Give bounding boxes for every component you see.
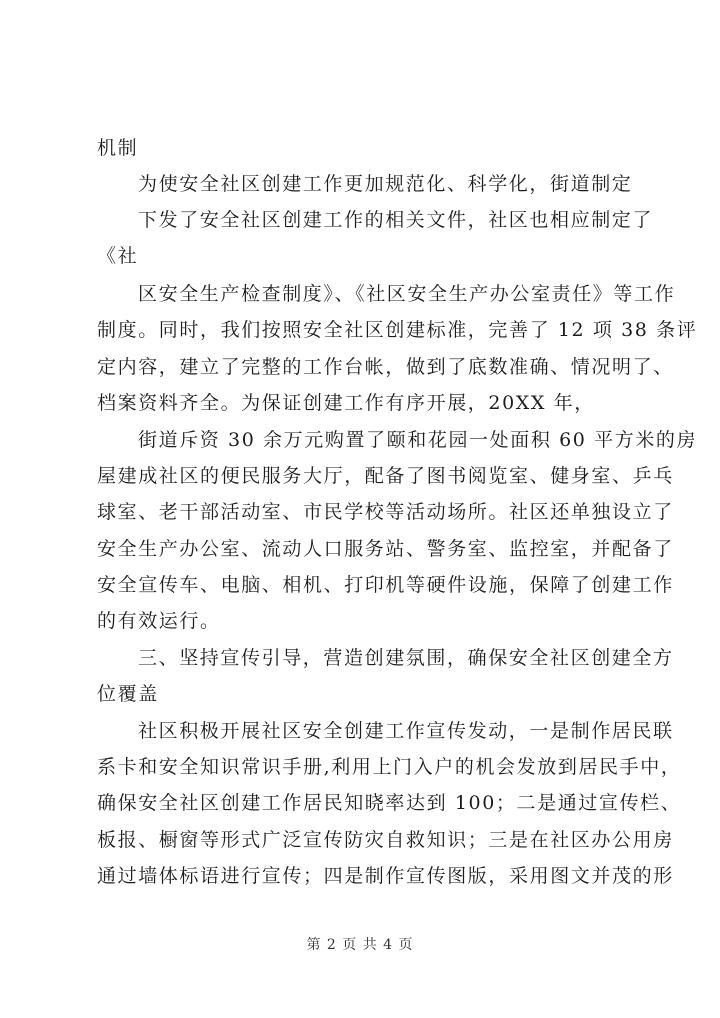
paragraph-line: 系卡和安全知识常识手册,利用上门入户的机会发放到居民手中， xyxy=(97,756,682,778)
paragraph-line: 区安全生产检查制度》、《社区安全生产办公室责任》等工作 xyxy=(138,283,676,305)
paragraph-line: 安全生产办公室、流动人口服务站、警务室、监控室，并配备了 xyxy=(97,538,674,560)
paragraph-line: 位覆盖 xyxy=(97,683,159,705)
paragraph-line: 机制 xyxy=(97,137,139,159)
paragraph-line: 的有效运行。 xyxy=(97,610,221,632)
paragraph-line: 通过墙体标语进行宣传；四是制作宣传图版，采用图文并茂的形 xyxy=(97,865,674,887)
paragraph-line: 下发了安全社区创建工作的相关文件，社区也相应制定了 xyxy=(138,209,654,231)
paragraph-line: 社区积极开展社区安全创建工作宣传发动，一是制作居民联 xyxy=(138,720,674,742)
paragraph-line: 三、坚持宣传引导，营造创建氛围，确保安全社区创建全方 xyxy=(138,647,674,669)
paragraph-line: 为使安全社区创建工作更加规范化、科学化，街道制定 xyxy=(138,173,633,195)
paragraph-line: 《社 xyxy=(97,245,139,267)
paragraph-line: 屋建成社区的便民服务大厅，配备了图书阅览室、健身室、乒乓 xyxy=(97,465,674,487)
paragraph-line: 制度。同时，我们按照安全社区创建标准，完善了 12 项 38 条评 xyxy=(97,319,698,341)
paragraph-line: 档案资料齐全。为保证创建工作有序开展，20XX 年， xyxy=(97,392,595,414)
page-footer: 第 2 页 共 4 页 xyxy=(306,937,414,953)
paragraph-line: 板报、橱窗等形式广泛宣传防灾自救知识；三是在社区办公用房 xyxy=(97,829,674,851)
paragraph-line: 定内容，建立了完整的工作台帐，做到了底数准确、情况明了、 xyxy=(97,356,674,378)
paragraph-line: 街道斥资 30 余万元购置了颐和花园一处面积 60 平方米的房 xyxy=(138,429,698,451)
paragraph-line: 球室、老干部活动室、市民学校等活动场所。社区还单独设立了 xyxy=(97,501,674,523)
paragraph-line: 安全宣传车、电脑、相机、打印机等硬件设施，保障了创建工作 xyxy=(97,574,674,596)
paragraph-line: 确保安全社区创建工作居民知晓率达到 100；二是通过宣传栏、 xyxy=(97,792,682,814)
